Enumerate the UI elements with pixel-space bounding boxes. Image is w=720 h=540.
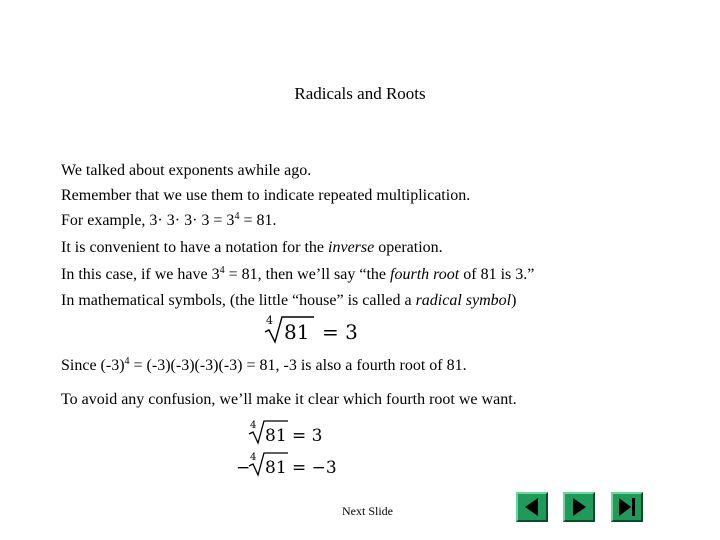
inverse-text-b: operation. [374,239,443,256]
negative-root-text-b: = (-3)(-3)(-3)(-3) = 81, -3 is also a fourth root of 81. [129,357,467,374]
equation-negative-root [236,450,346,478]
next-slide-button[interactable] [563,492,595,522]
text-line-repeated-multiplication: Remember that we use them to indicate repeated multiplication. [61,187,471,204]
equation-1-radicand: 81 [284,320,310,344]
equation-2-index: 4 [250,420,257,431]
text-line-example [61,212,276,230]
radical-text-a: In mathematical symbols, (the little “house” is called a [61,292,416,309]
triangle-right-icon [565,494,593,520]
radical-emphasis: radical symbol [415,292,512,309]
equation-3-prefix: − [236,458,251,478]
text-line-inverse [61,239,443,257]
equation-2-rhs: = 3 [292,426,323,446]
fourth-root-text-a: In this case, if we have 3 [61,266,220,283]
equation-1-index: 4 [266,314,273,327]
example-exponent: 4 [234,211,240,222]
text-line-negative-root [61,357,467,375]
previous-slide-button[interactable] [516,492,548,522]
inverse-emphasis: inverse [328,239,375,256]
inverse-text-a: It is convenient to have a notation for the [61,239,329,256]
equation-3-radicand: 81 [265,458,287,478]
slide-title: Radicals and Roots [294,84,426,103]
text-line-exponents: We talked about exponents awhile ago. [61,162,312,179]
fourth-root-text-c: of 81 is 3.” [459,266,535,283]
equation-positive-root [248,418,328,446]
example-text: For example, 3· 3· 3· 3 = 3 [61,212,235,229]
negative-root-exponent: 4 [124,356,130,367]
equation-3-rhs: = −3 [292,458,337,478]
fourth-root-emphasis: fourth root [390,266,460,283]
triangle-left-icon [518,494,546,520]
example-result: = 81. [239,212,277,229]
equation-fourth-root-81 [262,314,372,344]
skip-to-end-icon [613,494,641,520]
equation-1-rhs: = 3 [322,320,358,344]
equation-3-index: 4 [250,452,257,463]
text-line-fourth-root [61,266,534,284]
negative-root-text-a: Since (-3) [61,357,125,374]
text-line-avoid-confusion: To avoid any confusion, we’ll make it clear which fourth root we want. [61,391,517,408]
last-slide-button[interactable] [611,492,643,522]
next-slide-link[interactable]: Next Slide [342,504,393,518]
fourth-root-exponent: 4 [219,265,225,276]
text-line-radical-symbol [61,292,516,310]
equation-2-radicand: 81 [265,426,287,446]
radical-text-b: ) [511,292,517,309]
fourth-root-text-b: = 81, then we’ll say “the [224,266,391,283]
